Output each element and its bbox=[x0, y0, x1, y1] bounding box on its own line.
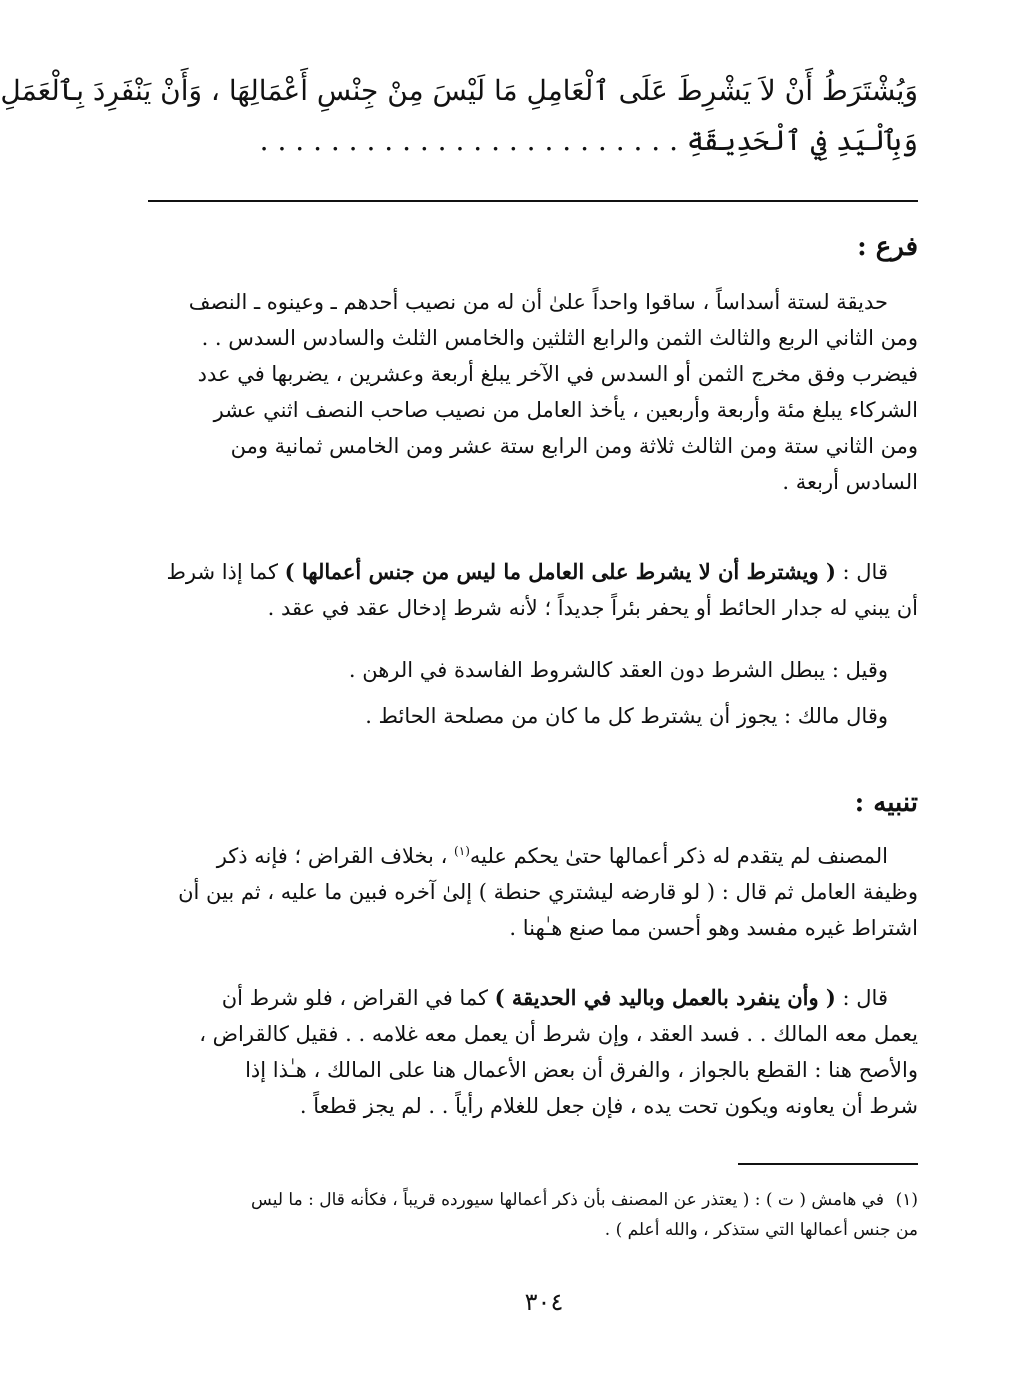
page-number: ٣٠٤ bbox=[524, 1288, 564, 1316]
section-heading-tanbih: تنبيه : bbox=[854, 788, 918, 818]
qala2-line-4: شرط أن يعاونه ويكون تحت يده ، فإن جعل للغلام رأياً . . لم يجز قطعاً . bbox=[299, 1094, 918, 1118]
tanbih-line-1-b: ، بخلاف القراض ؛ فإنه ذكر bbox=[216, 844, 455, 868]
footnote-reference[interactable]: (١) bbox=[454, 844, 470, 858]
qala2-rest: كما في القراض ، فلو شرط أن bbox=[221, 986, 495, 1010]
far-line-3: فيضرب وفق مخرج الثمن أو السدس في الآخر يبلغ أربعة وعشرين ، يضربها في عدد bbox=[197, 362, 918, 386]
far-paragraph bbox=[148, 284, 918, 500]
tanbih-line-1-a: المصنف لم يتقدم له ذكر أعمالها حتىٰ يحكم عليه bbox=[469, 844, 888, 868]
matn-line-2-text: وَبِٱلْيَدِ فِي ٱلْحَدِيقَةِ bbox=[686, 124, 918, 157]
footnote-line-2: من جنس أعمالها التي ستذكر ، والله أعلم ) . bbox=[604, 1220, 918, 1240]
malik-line: وقال مالك : يجوز أن يشترط كل ما كان من مصلحة الحائط . bbox=[365, 704, 888, 728]
far-line-6: السادس أربعة . bbox=[782, 470, 918, 494]
qala1-prefix: قال : bbox=[835, 560, 888, 584]
qala2-prefix: قال : bbox=[835, 986, 888, 1010]
matn-text bbox=[0, 66, 918, 166]
footnote-separator-rule bbox=[738, 1163, 918, 1165]
tanbih-line-1 bbox=[148, 838, 918, 874]
far-line-5: ومن الثاني ستة ومن الثالث ثلاثة ومن الرابع ستة عشر ومن الخامس ثمانية ومن bbox=[230, 434, 918, 458]
matn-separator-rule bbox=[148, 200, 918, 202]
qala1-quote: ( ويشترط أن لا يشرط على العامل ما ليس من جنس أعمالها ) bbox=[284, 559, 836, 584]
qala1-rest: كما إذا شرط bbox=[166, 560, 285, 584]
footnote-text-1: في هامش ( ت ) : ( يعتذر عن المصنف بأن ذكر أعمالها سيورده قريباً ، فكأنه قال : ما ليس bbox=[251, 1190, 884, 1210]
far-line-4: الشركاء يبلغ مئة وأربعة وأربعين ، يأخذ العامل من نصيب صاحب النصف اثني عشر bbox=[213, 398, 918, 422]
qala-paragraph-1 bbox=[148, 554, 918, 626]
tanbih-line-3: اشتراط غيره مفسد وهو أحسن مما صنع هـٰهنا . bbox=[509, 916, 918, 940]
section-heading-far: فرع : bbox=[857, 232, 918, 262]
qila-paragraph bbox=[148, 652, 918, 688]
tanbih-paragraph bbox=[148, 838, 918, 946]
qala2-line-2: يعمل معه المالك . . فسد العقد ، وإن شرط أن يعمل معه غلامه . . فقيل كالقراض ، bbox=[199, 1022, 918, 1046]
far-line-1: حديقة لستة أسداساً ، ساقوا واحداً علىٰ أن له من نصيب أحدهم ـ وعينوه ـ النصف bbox=[188, 290, 888, 314]
tanbih-line-2: وظيفة العامل ثم قال : ( لو قارضه ليشتري حنطة ) إلىٰ آخره فبين ما عليه ، ثم بين أن bbox=[178, 880, 918, 904]
footnote bbox=[148, 1185, 918, 1245]
qala1-line-1 bbox=[148, 554, 918, 590]
matn-line-1: وَيُشْتَرَطُ أَنْ لاَ يَشْرِطَ عَلَى ٱلْعَامِلِ مَا لَيْسَ مِنْ جِنْسِ أَعْمَالِهَا ، وَأَنْ يَنْفَرِدَ بِٱلْعَمَلِ bbox=[0, 74, 918, 107]
footnote-line-1 bbox=[148, 1185, 918, 1215]
qala-paragraph-2 bbox=[148, 980, 918, 1124]
footnote-number: (١) bbox=[895, 1190, 918, 1210]
far-line-2: ومن الثاني الربع والثالث الثمن والرابع الثلثين والخامس الثلث والسادس السدس . . bbox=[201, 326, 918, 350]
qala2-line-1 bbox=[148, 980, 918, 1016]
malik-paragraph bbox=[148, 698, 918, 734]
matn-line-2 bbox=[168, 116, 918, 166]
qala2-line-3: والأصح هنا : القطع بالجواز ، والفرق أن بعض الأعمال هنا على المالك ، هـٰذا إذا bbox=[245, 1058, 918, 1082]
qila-line: وقيل : يبطل الشرط دون العقد كالشروط الفاسدة في الرهن . bbox=[348, 658, 888, 682]
matn-dots: . . . . . . . . . . . . . . . . . . . . . . . . bbox=[259, 124, 678, 157]
qala1-line-2: أن يبني له جدار الحائط أو يحفر بئراً جديداً ؛ لأنه شرط إدخال عقد في عقد . bbox=[267, 596, 918, 620]
qala2-quote: ( وأن ينفرد بالعمل وباليد في الحديقة ) bbox=[494, 985, 836, 1010]
